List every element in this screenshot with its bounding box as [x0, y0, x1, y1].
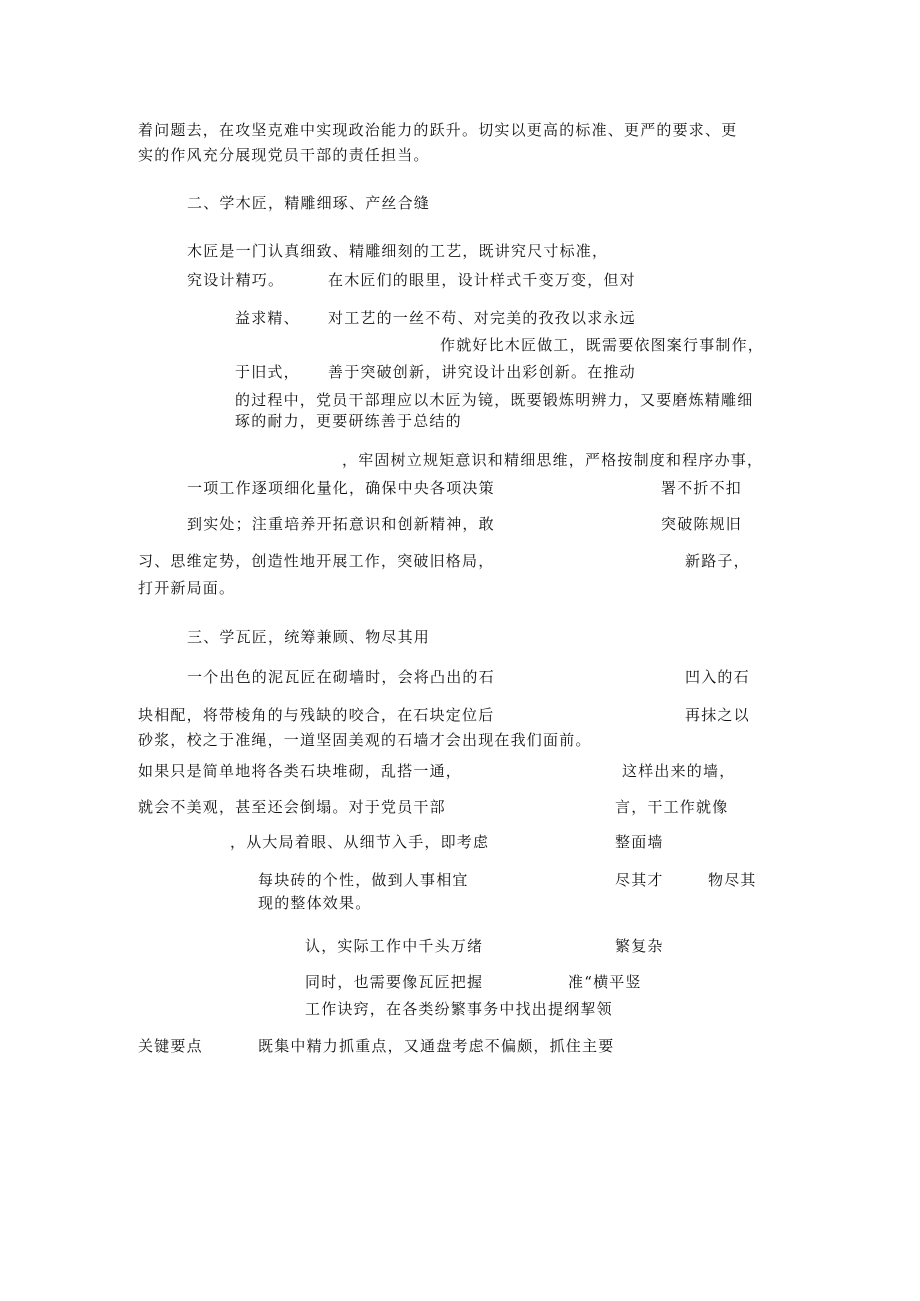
paragraph-line: 一项工作逐项细化量化，确保中央各项决策 [187, 479, 495, 497]
paragraph-line: 于旧式， [235, 363, 300, 381]
paragraph-line: 署不折不扣 [661, 479, 743, 497]
paragraph-line: 益求精、 [235, 309, 300, 327]
paragraph-line: 砂浆，校之于准绳，一道坚固美观的石墙才会出现在我们面前。 [138, 731, 592, 749]
paragraph-line: 习、思维定势，创造性地开展工作，突破旧格局， [138, 552, 495, 570]
paragraph-line: 作就好比木匠做工，既需要依图案行事制作， [440, 336, 765, 354]
paragraph-line: 凹入的石 [685, 668, 750, 686]
paragraph-line: ，从大局着眼、从细节入手，即考虑 [230, 833, 490, 851]
paragraph-line: 关键要点 [138, 1037, 203, 1055]
paragraph-line: 工作诀窍，在各类纷繁事务中找出提纲挈领 [305, 1000, 613, 1018]
paragraph-line: 实的作风充分展现党员干部的责任担当。 [138, 146, 430, 164]
paragraph-line: 打开新局面。 [138, 579, 236, 597]
paragraph-line: 言，干工作就像 [615, 798, 729, 816]
paragraph-line: 现的整体效果。 [258, 894, 372, 912]
paragraph-line: 着问题去，在攻坚克难中实现政治能力的跃升。切实以更高的标准、更严的要求、更 [138, 121, 738, 139]
paragraph-line: 突破陈规旧 [661, 515, 743, 533]
paragraph-line: 整面墙 [615, 833, 664, 851]
paragraph-line: 善于突破创新，讲究设计出彩创新。在推动 [328, 363, 636, 381]
section-heading: 二、学木匠，精雕细琢、产丝合缝 [187, 194, 431, 212]
paragraph-line: 就会不美观，甚至还会倒塌。对于党员干部 [138, 798, 446, 816]
paragraph-line: 每块砖的个性，做到人事相宜 [258, 871, 469, 889]
paragraph-line: 一个出色的泥瓦匠在砌墙时，会将凸出的石 [187, 668, 495, 686]
paragraph-line: 尽其才 [615, 871, 664, 889]
paragraph-line: 认，实际工作中千头万绪 [305, 937, 484, 955]
paragraph-line: 新路子， [685, 552, 750, 570]
section-heading: 三、学瓦匠，统筹兼顾、物尽其用 [187, 628, 431, 646]
paragraph-line: 琢的耐力，更要研练善于总结的 [235, 412, 462, 430]
paragraph-line: 到实处；注重培养开拓意识和创新精神，敢 [187, 515, 495, 533]
paragraph-line: 再抹之以 [685, 706, 750, 724]
paragraph-line: 的过程中，党员干部理应以木匠为镜，既要锻炼明辨力，又要磨炼精雕细 [235, 391, 754, 409]
paragraph-line: 究设计精巧。 [187, 271, 285, 289]
paragraph-line: 准“横平竖 [568, 973, 642, 991]
paragraph-line: 物尽其 [708, 871, 757, 889]
paragraph-line: 如果只是简单地将各类石块堆砌，乱搭一通， [138, 762, 463, 780]
paragraph-line: ，牢固树立规矩意识和精细思维，严格按制度和程序办事， [342, 451, 764, 469]
paragraph-line: 这样出来的墙， [622, 762, 736, 780]
paragraph-line: 同时，也需要像瓦匠把握 [305, 973, 484, 991]
paragraph-line: 对工艺的一丝不苟、对完美的孜孜以求永远 [328, 309, 636, 327]
paragraph-line: 块相配，将带棱角的与残缺的咬合，在石块定位后 [138, 706, 495, 724]
paragraph-line: 既集中精力抓重点，又通盘考虑不偏颇，抓住主要 [258, 1037, 615, 1055]
paragraph-line: 繁复杂 [615, 937, 664, 955]
paragraph-line: 在木匠们的眼里，设计样式千变万变，但对 [328, 271, 636, 289]
paragraph-line: 木匠是一门认真细致、精雕细刻的工艺，既讲究尺寸标准， [187, 242, 609, 260]
